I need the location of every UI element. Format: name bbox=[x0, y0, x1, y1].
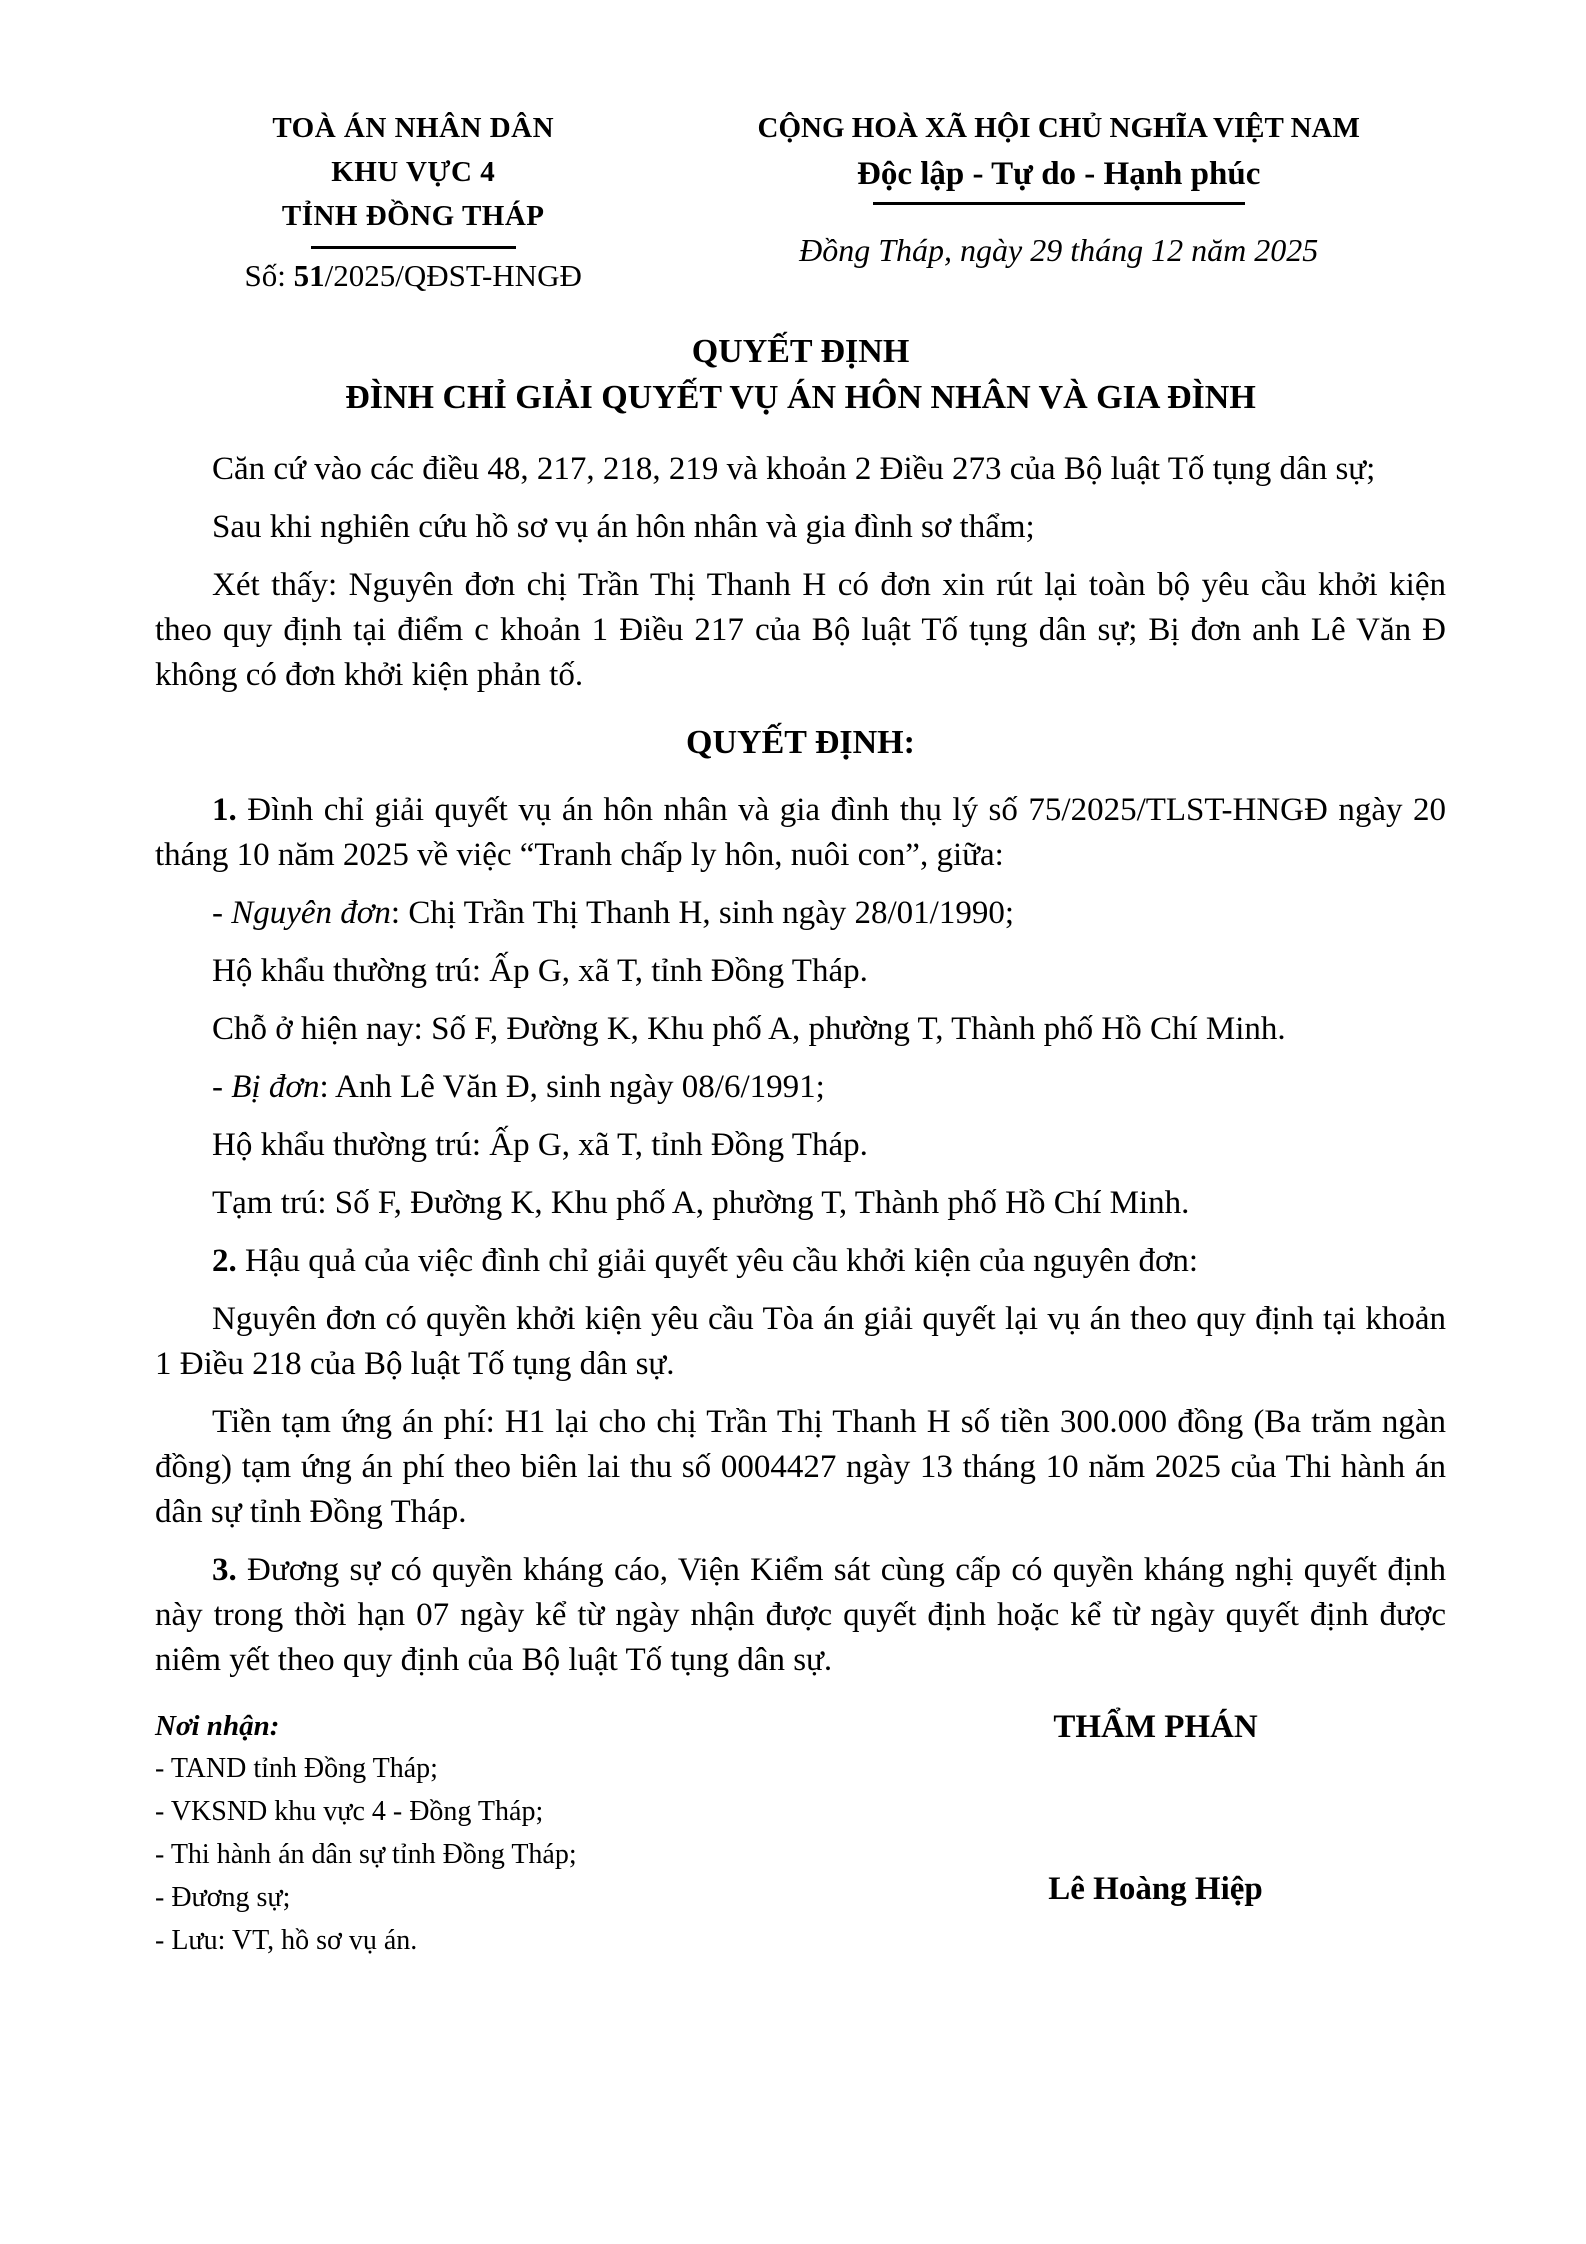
court-header-block bbox=[155, 106, 671, 297]
recipient-item: - Lưu: VT, hồ sơ vụ án. bbox=[155, 1925, 418, 1956]
item3-text: Đương sự có quyền kháng cáo, Viện Kiểm sát cùng cấp có quyền kháng nghị quyết định này trong thời hạn 07 ngày kể từ ngày nhận được quyết định hoặc kể từ ngày quyết định được niêm yết theo quy định của Bộ luật Tố tụng dân sự. bbox=[155, 1552, 1446, 1678]
court-header-divider bbox=[311, 246, 516, 249]
document-footer bbox=[155, 1705, 1446, 1962]
court-name-line2: KHU VỰC 4 bbox=[331, 156, 496, 188]
court-name-line1: TOÀ ÁN NHÂN DÂN bbox=[272, 112, 555, 144]
paragraph-legal-basis: Căn cứ vào các điều 48, 217, 218, 219 và khoản 2 Điều 273 của Bộ luật Tố tụng dân sự; bbox=[212, 451, 1376, 487]
judge-name: Lê Hoàng Hiệp bbox=[1048, 1871, 1263, 1907]
document-number-value: 51 bbox=[293, 258, 325, 293]
recipient-item: - TAND tỉnh Đồng Tháp; bbox=[155, 1753, 438, 1784]
document-number bbox=[155, 255, 671, 297]
item2-text: Hậu quả của việc đình chỉ giải quyết yêu cầu khởi kiện của nguyên đơn: bbox=[236, 1243, 1199, 1279]
paragraph-defendant-temp-address: Tạm trú: Số F, Đường K, Khu phố A, phường T, Thành phố Hồ Chí Minh. bbox=[212, 1185, 1190, 1221]
document-title-line1: QUYẾT ĐỊNH bbox=[691, 333, 910, 370]
item3-number: 3. bbox=[212, 1552, 237, 1588]
paragraph-findings: Xét thấy: Nguyên đơn chị Trần Thị Thanh H có đơn xin rút lại toàn bộ yêu cầu khởi kiện theo quy định tại điểm c khoản 1 Điều 217 của Bộ luật Tố tụng dân sự; Bị đơn anh Lê Văn Đ không có đơn khởi kiện phản tố. bbox=[155, 567, 1446, 693]
national-header-block bbox=[671, 106, 1446, 297]
paragraph-after-review: Sau khi nghiên cứu hồ sơ vụ án hôn nhân và gia đình sơ thẩm; bbox=[212, 509, 1035, 545]
defendant-text: : Anh Lê Văn Đ, sinh ngày 08/6/1991; bbox=[319, 1069, 825, 1105]
defendant-label: Bị đơn bbox=[231, 1069, 320, 1105]
recipient-item: - VKSND khu vực 4 - Đồng Tháp; bbox=[155, 1796, 544, 1827]
judge-title: THẨM PHÁN bbox=[1053, 1709, 1258, 1745]
national-motto: Độc lập - Tự do - Hạnh phúc bbox=[856, 156, 1261, 192]
item1-number: 1. bbox=[212, 792, 237, 828]
recipient-item: - Thi hành án dân sự tỉnh Đồng Tháp; bbox=[155, 1839, 577, 1870]
paragraph-defendant-residence: Hộ khẩu thường trú: Ấp G, xã T, tỉnh Đồng Tháp. bbox=[212, 1127, 868, 1163]
document-title-block bbox=[155, 329, 1446, 421]
recipients-label: Nơi nhận: bbox=[155, 1710, 280, 1742]
plaintiff-text: : Chị Trần Thị Thanh H, sinh ngày 28/01/1990; bbox=[390, 895, 1014, 931]
paragraph-defendant bbox=[155, 1065, 1446, 1110]
defendant-dash: - bbox=[212, 1069, 232, 1105]
plaintiff-dash: - bbox=[212, 895, 232, 931]
item2-number: 2. bbox=[212, 1243, 237, 1279]
paragraph-decision-item1 bbox=[155, 788, 1446, 878]
document-header bbox=[155, 106, 1446, 297]
national-header-divider bbox=[873, 202, 1245, 205]
document-number-suffix: /2025/QĐST-HNGĐ bbox=[324, 258, 582, 293]
item1-text: Đình chỉ giải quyết vụ án hôn nhân và gia đình thụ lý số 75/2025/TLST-HNGĐ ngày 20 tháng 10 năm 2025 về việc “Tranh chấp ly hôn, nuôi con”, giữa: bbox=[155, 792, 1446, 873]
recipients-block bbox=[155, 1705, 865, 1962]
national-title: CỘNG HOÀ XÃ HỘI CHỦ NGHĨA VIỆT NAM bbox=[757, 112, 1360, 144]
paragraph-plaintiff-current-address: Chỗ ở hiện nay: Số F, Đường K, Khu phố A, phường T, Thành phố Hồ Chí Minh. bbox=[212, 1011, 1286, 1047]
paragraph-plaintiff-residence: Hộ khẩu thường trú: Ấp G, xã T, tỉnh Đồng Tháp. bbox=[212, 953, 868, 989]
paragraph-plaintiff bbox=[155, 891, 1446, 936]
court-name-line3: TỈNH ĐỒNG THÁP bbox=[281, 200, 545, 232]
paragraph-decision-item2 bbox=[155, 1239, 1446, 1284]
document-title-line2: ĐÌNH CHỈ GIẢI QUYẾT VỤ ÁN HÔN NHÂN VÀ GIA ĐÌNH bbox=[345, 379, 1256, 416]
paragraph-fee-refund: Tiền tạm ứng án phí: H1 lại cho chị Trần Thị Thanh H số tiền 300.000 đồng (Ba trăm ngàn đồng) tạm ứng án phí theo biên lai thu số 0004427 ngày 13 tháng 10 năm 2025 của Thi hành án dân sự tỉnh Đồng Tháp. bbox=[155, 1404, 1446, 1530]
place-date-line: Đồng Tháp, ngày 29 tháng 12 năm 2025 bbox=[799, 232, 1319, 268]
recipient-item: - Đương sự; bbox=[155, 1882, 291, 1913]
paragraph-item2-consequence: Nguyên đơn có quyền khởi kiện yêu cầu Tòa án giải quyết lại vụ án theo quy định tại khoản 1 Điều 218 của Bộ luật Tố tụng dân sự. bbox=[155, 1301, 1446, 1382]
document-body bbox=[155, 447, 1446, 1683]
signature-block bbox=[865, 1705, 1446, 1962]
plaintiff-label: Nguyên đơn bbox=[231, 895, 391, 931]
paragraph-decision-item3 bbox=[155, 1548, 1446, 1683]
decision-heading: QUYẾT ĐỊNH: bbox=[686, 724, 915, 761]
document-number-prefix: Số: bbox=[244, 258, 294, 293]
